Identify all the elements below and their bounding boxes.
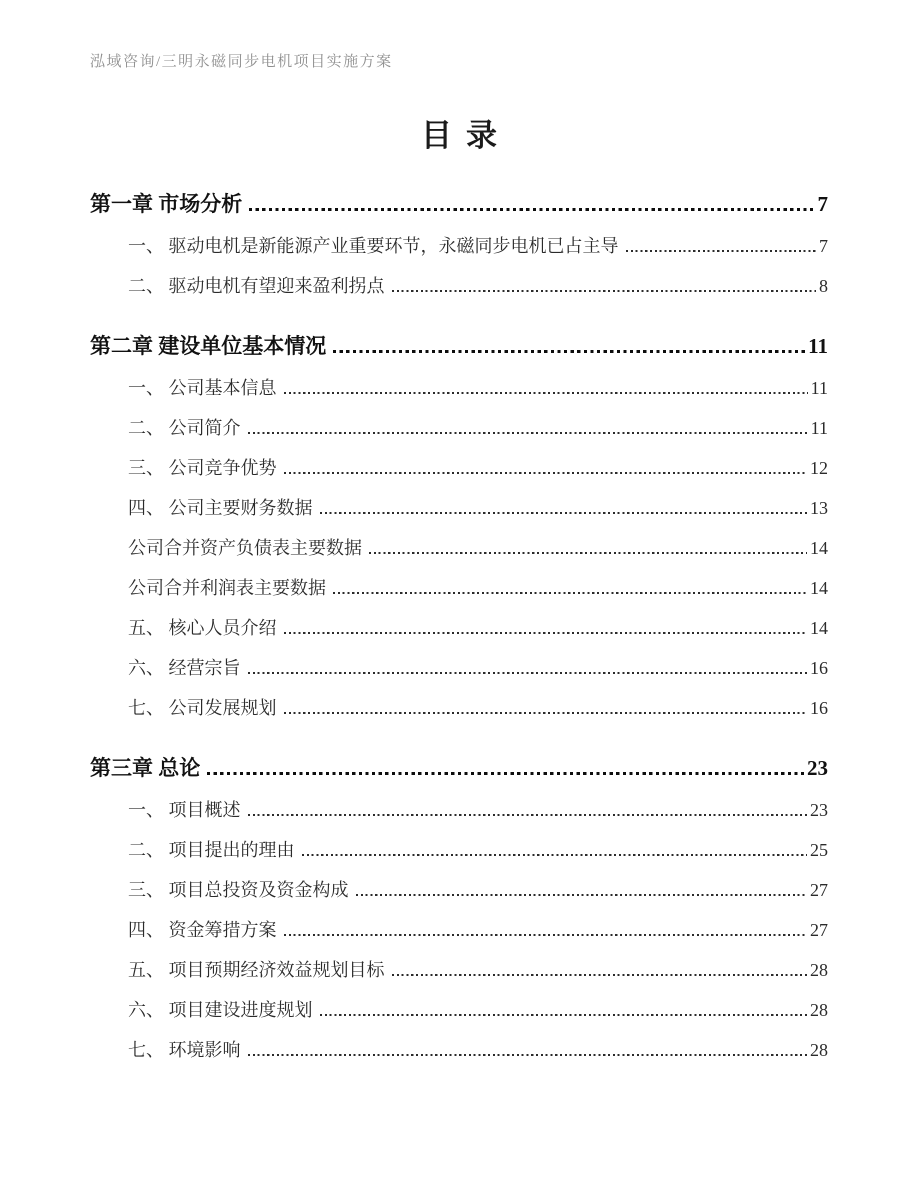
toc-chapter-row[interactable] — [90, 753, 828, 783]
toc-item-label: 三、 公司竞争优势 — [128, 458, 277, 478]
dotted-leader — [284, 630, 808, 634]
toc-item-label: 七、 公司发展规划 — [128, 698, 277, 718]
dotted-leader — [248, 812, 808, 816]
toc-item-label: 一、 项目概述 — [128, 800, 241, 820]
dotted-leader — [333, 349, 805, 353]
toc-page-number: 16 — [810, 698, 828, 718]
toc-item-label: 六、 项目建设进度规划 — [128, 1000, 313, 1020]
dotted-leader — [248, 1052, 808, 1056]
toc-item-label: 四、 公司主要财务数据 — [128, 498, 313, 518]
toc-item-label: 二、 公司简介 — [128, 418, 241, 438]
toc-page-number: 16 — [810, 658, 828, 678]
toc-item-row[interactable] — [128, 1038, 828, 1063]
dotted-leader — [284, 470, 808, 474]
toc-page-number: 28 — [810, 1040, 828, 1060]
toc-item-label: 二、 驱动电机有望迎来盈利拐点 — [128, 276, 385, 296]
toc-chapter-row[interactable] — [90, 189, 828, 219]
toc-page-number: 27 — [810, 920, 828, 940]
dotted-leader — [248, 670, 808, 674]
dotted-leader — [207, 771, 804, 775]
toc-item-label: 一、 公司基本信息 — [128, 378, 277, 398]
toc-page-number: 27 — [810, 880, 828, 900]
dotted-leader — [626, 248, 817, 252]
toc-page-number: 11 — [810, 418, 828, 438]
toc-item-row[interactable] — [128, 376, 828, 401]
dotted-leader — [369, 550, 807, 554]
toc-item-label: 六、 经营宗旨 — [128, 658, 241, 678]
toc-item-label: 公司合并利润表主要数据 — [128, 578, 326, 598]
toc-item-row[interactable] — [128, 234, 828, 259]
toc-page-number: 14 — [810, 578, 828, 598]
toc-page-number: 28 — [810, 1000, 828, 1020]
toc-item-row[interactable] — [128, 536, 828, 561]
dotted-leader — [284, 932, 808, 936]
toc-page-number: 11 — [808, 334, 828, 358]
toc-chapter-label: 第二章 建设单位基本情况 — [90, 334, 327, 358]
dotted-leader — [356, 892, 808, 896]
toc-item-label: 七、 环境影响 — [128, 1040, 241, 1060]
toc-item-row[interactable] — [128, 918, 828, 943]
toc-item-row[interactable] — [128, 798, 828, 823]
toc-page-number: 28 — [810, 960, 828, 980]
dotted-leader — [333, 590, 807, 594]
toc-section-3 — [90, 753, 828, 1063]
toc-chapter-label: 第三章 总论 — [90, 756, 201, 780]
toc-item-label: 五、 项目预期经济效益规划目标 — [128, 960, 385, 980]
dotted-leader — [392, 972, 808, 976]
page-title: 目录 — [421, 118, 511, 153]
dotted-leader — [320, 510, 808, 514]
toc-item-row[interactable] — [128, 878, 828, 903]
dotted-leader — [392, 288, 817, 292]
toc-item-row[interactable] — [128, 958, 828, 983]
toc-page-number: 14 — [810, 538, 828, 558]
toc-item-row[interactable] — [128, 496, 828, 521]
toc-page-number: 25 — [810, 840, 828, 860]
toc-page-number: 14 — [810, 618, 828, 638]
dotted-leader — [320, 1012, 808, 1016]
toc-item-label: 一、 驱动电机是新能源产业重要环节，永磁同步电机已占主导 — [128, 236, 619, 256]
toc-page-number: 12 — [810, 458, 828, 478]
toc-page-number: 7 — [817, 192, 828, 216]
toc-chapter-row[interactable] — [90, 331, 828, 361]
dotted-leader — [248, 430, 808, 434]
toc-item-row[interactable] — [128, 576, 828, 601]
toc-page-number: 23 — [810, 800, 828, 820]
dotted-leader — [284, 710, 808, 714]
dotted-leader — [302, 852, 808, 856]
toc-page-number: 11 — [810, 378, 828, 398]
toc-page-number: 13 — [810, 498, 828, 518]
toc-chapter-label: 第一章 市场分析 — [90, 192, 243, 216]
toc-item-row[interactable] — [128, 456, 828, 481]
toc-item-label: 四、 资金筹措方案 — [128, 920, 277, 940]
document-header: 泓域咨询/三明永磁同步电机项目实施方案 — [90, 54, 393, 70]
toc-item-row[interactable] — [128, 998, 828, 1023]
toc-item-label: 公司合并资产负债表主要数据 — [128, 538, 362, 558]
toc-page-number: 23 — [807, 756, 828, 780]
toc-item-label: 二、 项目提出的理由 — [128, 840, 295, 860]
toc-item-row[interactable] — [128, 656, 828, 681]
dotted-leader — [249, 207, 814, 211]
dotted-leader — [284, 390, 808, 394]
toc-section-1 — [90, 189, 828, 299]
toc-item-row[interactable] — [128, 416, 828, 441]
toc-section-2 — [90, 331, 828, 721]
toc-item-row[interactable] — [128, 616, 828, 641]
toc-item-label: 五、 核心人员介绍 — [128, 618, 277, 638]
toc-item-row[interactable] — [128, 838, 828, 863]
toc-item-row[interactable] — [128, 696, 828, 721]
toc-page-number: 8 — [819, 276, 828, 296]
toc-page-number: 7 — [819, 236, 828, 256]
toc-item-label: 三、 项目总投资及资金构成 — [128, 880, 349, 900]
toc-item-row[interactable] — [128, 274, 828, 299]
